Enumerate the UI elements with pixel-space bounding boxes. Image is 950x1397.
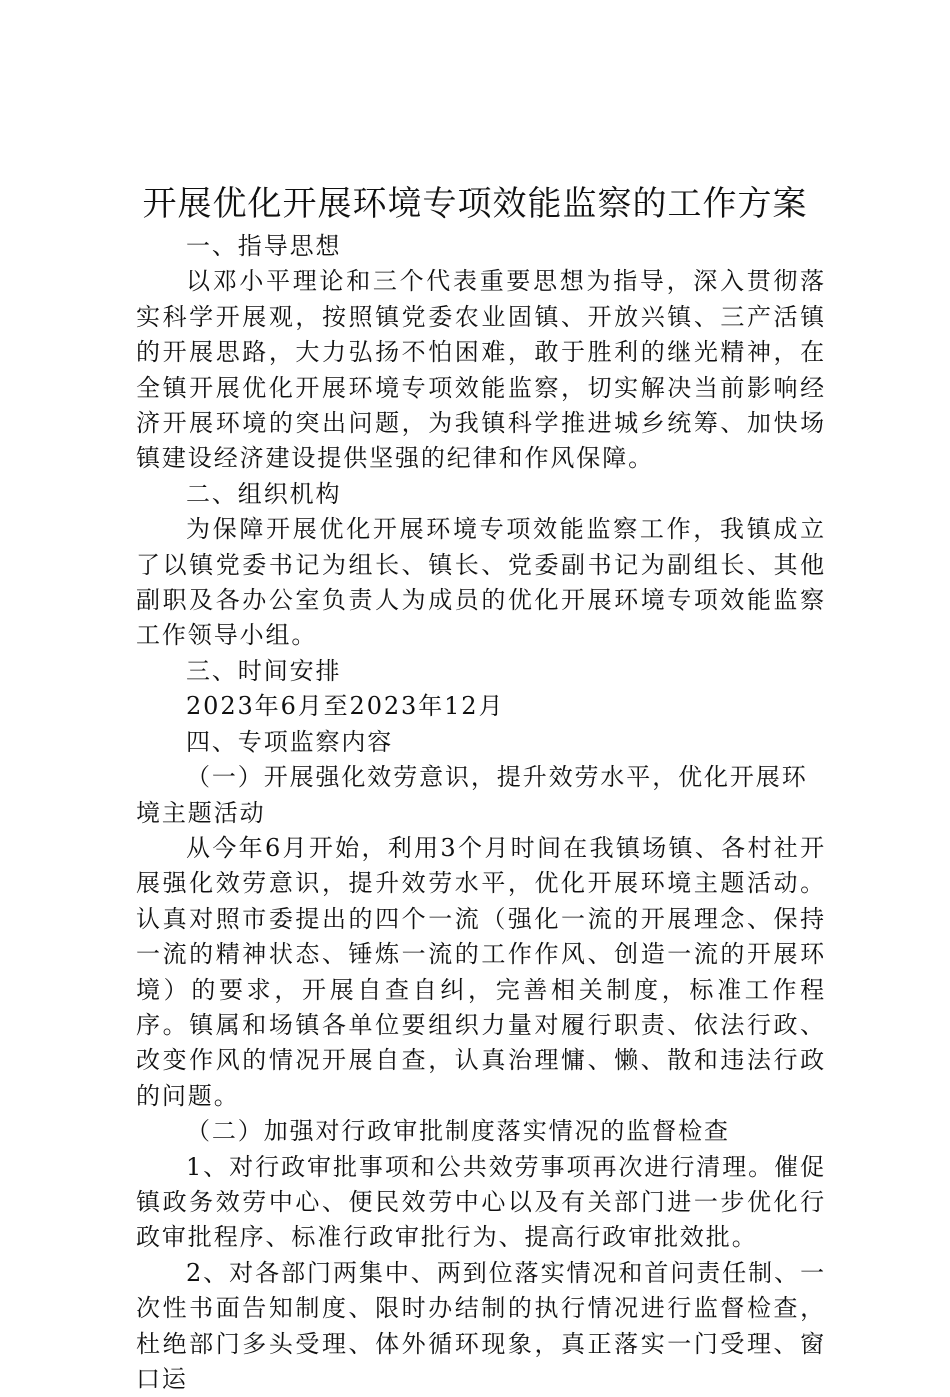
section-heading-guiding-ideology: 一、指导思想 xyxy=(186,232,342,260)
paragraph-schedule: 2023年6月至2023年12月 xyxy=(186,692,505,721)
paragraph-approval-item-2: 2、对各部门两集中、两到位落实情况和首问责任制、一次性书面告知制度、限时办结制的执行情况进行监督检查，杜绝部门多头受理、体外循环现象，真正落实一门受理、窗口运 xyxy=(136,1258,826,1393)
paragraph-guiding-ideology: 以邓小平理论和三个代表重要思想为指导，深入贯彻落实科学开展观，按照镇党委农业固镇、开放兴镇、三产活镇的开展思路，大力弘扬不怕困难，敢于胜利的继光精神，在全镇开展优化开展环境专项效能监察，切实解决当前影响经济开展环境的突出问题，为我镇科学推进城乡统筹、加快场镇建设经济建设提供坚强的纪律和作风保障。 xyxy=(136,267,826,473)
document-body xyxy=(136,229,826,1397)
subsection-heading-approval-supervision: （二）加强对行政审批制度落实情况的监督检查 xyxy=(186,1117,730,1146)
subsection-heading-service-activity: （一）开展强化效劳意识，提升效劳水平，优化开展环境主题活动 xyxy=(136,763,808,827)
section-heading-organization: 二、组织机构 xyxy=(186,479,342,508)
section-heading-schedule: 三、时间安排 xyxy=(186,656,342,685)
document-title: 开展优化开展环境专项效能监察的工作方案 xyxy=(142,184,808,224)
paragraph-service-activity: 从今年6月开始，利用3个月时间在我镇场镇、各村社开展强化效劳意识，提升效劳水平，优化开展环境主题活动。认真对照市委提出的四个一流（强化一流的开展理念、保持一流的精神状态、锤炼一流的工作作风、创造一流的开展环境）的要求，开展自查自纠，完善相关制度，标准工作程序。镇属和场镇各单位要组织力量对履行职责、依法行政、改变作风的情况开展自查，认真治理慵、懒、散和违法行政的问题。 xyxy=(136,833,826,1110)
paragraph-organization: 为保障开展优化开展环境专项效能监察工作，我镇成立了以镇党委书记为组长、镇长、党委副书记为副组长、其他副职及各办公室负责人为成员的优化开展环境专项效能监察工作领导小组。 xyxy=(136,515,826,650)
section-heading-inspection-content: 四、专项监察内容 xyxy=(186,727,394,756)
paragraph-approval-item-1: 1、对行政审批事项和公共效劳事项再次进行清理。催促镇政务效劳中心、便民效劳中心以及有关部门进一步优化行政审批程序、标准行政审批行为、提高行政审批效批。 xyxy=(136,1152,826,1252)
